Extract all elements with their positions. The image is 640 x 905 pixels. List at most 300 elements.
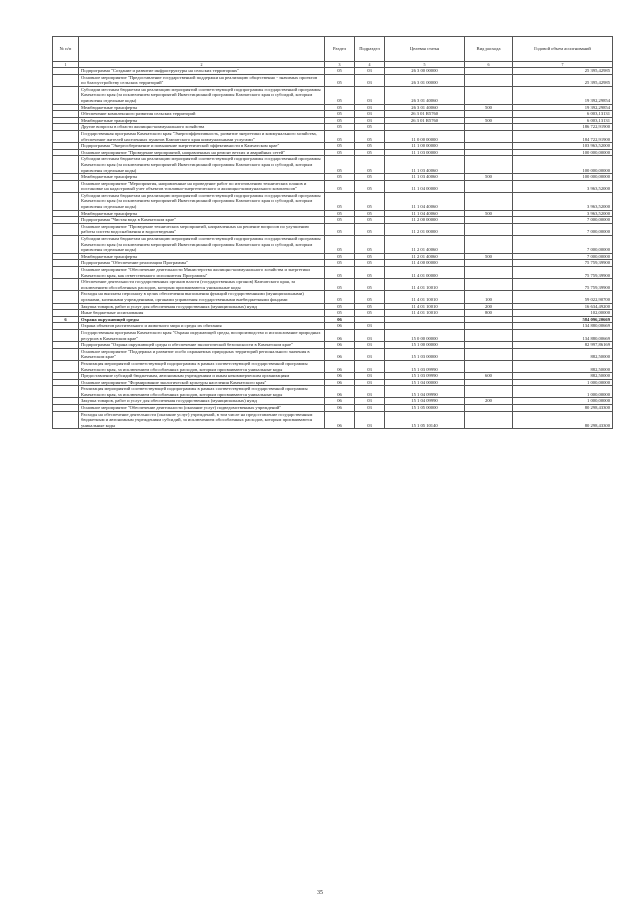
cell-t: 11 4 01 10010: [385, 279, 465, 291]
cell-s: 25 395,42985: [513, 74, 613, 86]
cell-t: 11 4 01 10010: [385, 291, 465, 303]
cell-v: [465, 223, 513, 235]
table-body: [53, 68, 613, 429]
cell-v: [465, 316, 513, 323]
cell-v: [465, 156, 513, 174]
cell-name: Государственная программа Камчатского края "Энергоэффективность, развитие энергетики и коммунального хозяйства, обеспечение жителей населенных пунктов Камчатского края коммунальными услугами": [79, 130, 325, 142]
cell-p: 05: [355, 291, 385, 303]
cell-v: 500: [465, 253, 513, 260]
cell-t: 26 3 01 R5760: [385, 117, 465, 124]
cell-v: 100: [465, 291, 513, 303]
table-row: [53, 124, 613, 131]
cell-num: [53, 156, 79, 174]
table-row: [53, 310, 613, 317]
cell-t: 26 3 01 00000: [385, 74, 465, 86]
cell-p: 05: [355, 174, 385, 181]
table-row: [53, 104, 613, 111]
index-cell: 1: [53, 62, 79, 68]
cell-s: 25 395,42985: [513, 68, 613, 75]
cell-num: [53, 398, 79, 405]
cell-v: 500: [465, 104, 513, 111]
cell-v: [465, 130, 513, 142]
cell-s: 6 003,13131: [513, 111, 613, 118]
cell-r: 06: [325, 386, 355, 398]
table-row: [53, 360, 613, 372]
table-row: [53, 68, 613, 75]
cell-p: [355, 316, 385, 323]
cell-num: [53, 180, 79, 192]
cell-p: 05: [355, 124, 385, 131]
cell-s: 7 000,00000: [513, 253, 613, 260]
header-target: Целевая статья: [385, 37, 465, 62]
cell-s: 100 000,00000: [513, 174, 613, 181]
cell-t: 11 2 01 40060: [385, 236, 465, 254]
cell-v: [465, 111, 513, 118]
cell-p: 05: [355, 156, 385, 174]
cell-s: 103 963,52000: [513, 143, 613, 150]
table-row: [53, 373, 613, 380]
cell-v: [465, 86, 513, 104]
cell-v: 800: [465, 310, 513, 317]
cell-p: 03: [355, 86, 385, 104]
cell-t: 15 1 00 00000: [385, 342, 465, 349]
cell-s: 134 880,00669: [513, 323, 613, 330]
cell-num: [53, 342, 79, 349]
cell-r: 05: [325, 156, 355, 174]
cell-name: Основное мероприятие "Обеспечение деятельности (оказание услуг) подведомственных учреждений": [79, 405, 325, 412]
cell-s: 3 963,52000: [513, 192, 613, 210]
table-row: [53, 111, 613, 118]
cell-v: [465, 192, 513, 210]
cell-v: [465, 342, 513, 349]
cell-num: [53, 111, 79, 118]
cell-p: 05: [355, 253, 385, 260]
cell-name: Межбюджетные трансферты: [79, 174, 325, 181]
table-row: [53, 192, 613, 210]
cell-v: [465, 405, 513, 412]
cell-s: 186 722,91900: [513, 124, 613, 131]
cell-p: 05: [355, 149, 385, 156]
cell-s: 75 759,39900: [513, 279, 613, 291]
cell-t: 15 1 03 09990: [385, 360, 465, 372]
cell-num: [53, 379, 79, 386]
cell-s: 19 392,29854: [513, 86, 613, 104]
cell-num: [53, 411, 79, 429]
cell-name: Субсидии местным бюджетам на реализацию мероприятий соответствующей подпрограммы государственной программы Камчатского края (за исключением мероприятий Инвестиционной программы Камчатского края и субсидий, которым присвоены отдельные коды): [79, 156, 325, 174]
cell-s: 6 003,13131: [513, 117, 613, 124]
cell-num: [53, 68, 79, 75]
cell-p: 03: [355, 405, 385, 412]
cell-r: 06: [325, 323, 355, 330]
cell-num: [53, 348, 79, 360]
cell-num: [53, 323, 79, 330]
cell-r: 06: [325, 411, 355, 429]
cell-t: 11 2 01 00000: [385, 223, 465, 235]
cell-t: 11 2 00 00000: [385, 217, 465, 224]
cell-num: [53, 405, 79, 412]
cell-r: 05: [325, 111, 355, 118]
cell-r: 06: [325, 342, 355, 349]
cell-name: Реализация мероприятий соответствующей подпрограммы в рамках соответствующей государственной программы Камчатского края, за исключением обособленных расходов, которым присваиваются уникальные коды: [79, 360, 325, 372]
cell-s: 19 392,29854: [513, 104, 613, 111]
cell-s: 184 722,91900: [513, 130, 613, 142]
cell-v: [465, 217, 513, 224]
cell-num: [53, 192, 79, 210]
cell-t: 15 0 00 00000: [385, 329, 465, 341]
cell-r: 06: [325, 316, 355, 323]
cell-v: [465, 379, 513, 386]
table-row: [53, 253, 613, 260]
cell-r: 05: [325, 86, 355, 104]
cell-num: [53, 174, 79, 181]
cell-name: Предоставление субсидий бюджетным, автономным учреждениям и иным некоммерческим организациям: [79, 373, 325, 380]
table-row: [53, 386, 613, 398]
cell-name: Субсидии местным бюджетам на реализацию мероприятий соответствующей подпрограммы государственной программы Камчатского края (за исключением мероприятий Инвестиционной программы Камчатского края и субсидий, которым присвоены отдельные коды): [79, 86, 325, 104]
cell-num: [53, 253, 79, 260]
table-row: [53, 180, 613, 192]
cell-t: 11 4 01 10010: [385, 310, 465, 317]
cell-t: 11 4 01 10010: [385, 303, 465, 310]
cell-name: Реализация мероприятий соответствующей подпрограммы в рамках соответствующей государственной программы Камчатского края, за исключением обособленных расходов, которым присваиваются уникальные коды: [79, 386, 325, 398]
table-row: [53, 86, 613, 104]
cell-t: 26 3 01 R5760: [385, 111, 465, 118]
cell-s: 80 298,43300: [513, 405, 613, 412]
index-cell: 3: [325, 62, 355, 68]
cell-v: [465, 143, 513, 150]
cell-s: 75 759,39900: [513, 267, 613, 279]
cell-num: [53, 310, 79, 317]
budget-table: [52, 36, 613, 429]
cell-p: 03: [355, 74, 385, 86]
cell-r: 05: [325, 124, 355, 131]
cell-t: 15 1 05 10140: [385, 411, 465, 429]
cell-r: 05: [325, 180, 355, 192]
table-row: [53, 329, 613, 341]
cell-name: Основное мероприятие "Проведение мероприятий, направленных на ремонт ветхих и аварийных сетей": [79, 149, 325, 156]
cell-p: 05: [355, 223, 385, 235]
cell-name: Охрана объектов растительного и животного мира и среды их обитания: [79, 323, 325, 330]
cell-p: 05: [355, 192, 385, 210]
cell-r: 05: [325, 117, 355, 124]
cell-name: Обеспечение деятельности государственных органов власти (государственных органов) Камчатского края, за исключением обособленных расходов, которым присваиваются уникальные коды: [79, 279, 325, 291]
cell-s: 59 022,90700: [513, 291, 613, 303]
cell-t: 11 1 03 40060: [385, 174, 465, 181]
cell-t: 11 1 04 00000: [385, 180, 465, 192]
cell-s: 1 000,00000: [513, 379, 613, 386]
cell-name: Закупка товаров, работ и услуг для обеспечения государственных (муниципальных) нужд: [79, 398, 325, 405]
cell-s: 102,00000: [513, 310, 613, 317]
cell-p: 03: [355, 386, 385, 398]
cell-t: 11 4 01 00000: [385, 267, 465, 279]
cell-name: Охрана окружающей среды: [79, 316, 325, 323]
table-row: [53, 260, 613, 267]
cell-r: 05: [325, 223, 355, 235]
cell-r: 05: [325, 130, 355, 142]
cell-v: [465, 124, 513, 131]
cell-s: 882,50000: [513, 373, 613, 380]
cell-r: 05: [325, 210, 355, 217]
cell-t: 11 1 00 00000: [385, 143, 465, 150]
cell-p: 05: [355, 260, 385, 267]
cell-s: 7 000,00000: [513, 217, 613, 224]
table-row: [53, 223, 613, 235]
index-cell: 4: [355, 62, 385, 68]
cell-v: [465, 236, 513, 254]
cell-v: [465, 279, 513, 291]
cell-v: [465, 360, 513, 372]
cell-t: 15 1 04 09990: [385, 386, 465, 398]
cell-t: 15 1 04 09990: [385, 398, 465, 405]
cell-t: 11 1 04 40060: [385, 210, 465, 217]
table-row: [53, 267, 613, 279]
cell-p: 03: [355, 68, 385, 75]
cell-num: [53, 329, 79, 341]
cell-num: [53, 149, 79, 156]
cell-r: 05: [325, 260, 355, 267]
cell-p: 03: [355, 342, 385, 349]
cell-num: [53, 236, 79, 254]
cell-num: [53, 386, 79, 398]
cell-name: Иные бюджетные ассигнования: [79, 310, 325, 317]
cell-p: 03: [355, 329, 385, 341]
header-podrazdel: Подраздел: [355, 37, 385, 62]
cell-v: 200: [465, 398, 513, 405]
cell-t: 15 1 05 00000: [385, 405, 465, 412]
cell-num: [53, 74, 79, 86]
table-row: [53, 236, 613, 254]
cell-name: Государственная программа Камчатского края "Охрана окружающей среды, воспроизводство и использование природных ресурсов в Камчатском крае": [79, 329, 325, 341]
cell-r: 05: [325, 68, 355, 75]
cell-name: Обеспечение комплексного развития сельских территорий: [79, 111, 325, 118]
table-row: [53, 342, 613, 349]
index-cell: 5: [385, 62, 465, 68]
cell-name: Другие вопросы в области жилищно-коммунального хозяйства: [79, 124, 325, 131]
index-cell: 6: [465, 62, 513, 68]
cell-num: [53, 117, 79, 124]
cell-t: [385, 323, 465, 330]
cell-v: [465, 411, 513, 429]
table-row: [53, 210, 613, 217]
cell-p: 05: [355, 310, 385, 317]
cell-p: 03: [355, 111, 385, 118]
cell-name: Расходы на выплаты персоналу в целях обеспечения выполнения функций государственными (муниципальными) органами, казенными учреждениями, органами управления государственными внебюджетными фондами: [79, 291, 325, 303]
cell-num: [53, 124, 79, 131]
cell-v: [465, 267, 513, 279]
cell-p: 05: [355, 217, 385, 224]
cell-p: 05: [355, 303, 385, 310]
cell-r: 06: [325, 398, 355, 405]
table-row: [53, 174, 613, 181]
cell-p: 03: [355, 323, 385, 330]
cell-t: 11 1 04 40060: [385, 192, 465, 210]
cell-name: Подпрограмма "Охрана окружающей среды и обеспечение экологической безопасности в Камчатском крае": [79, 342, 325, 349]
cell-s: 100 000,00000: [513, 149, 613, 156]
cell-p: 05: [355, 210, 385, 217]
cell-num: [53, 130, 79, 142]
cell-t: 26 3 00 00000: [385, 68, 465, 75]
table-row: [53, 149, 613, 156]
cell-r: 05: [325, 236, 355, 254]
cell-r: 05: [325, 279, 355, 291]
table-row: [53, 398, 613, 405]
cell-name: Основное мероприятие "Формирование экологической культуры населения Камчатского края": [79, 379, 325, 386]
cell-num: [53, 223, 79, 235]
cell-name: Подпрограмма "Чистая вода в Камчатском крае": [79, 217, 325, 224]
cell-name: Межбюджетные трансферты: [79, 253, 325, 260]
cell-num: [53, 360, 79, 372]
cell-s: 80 298,43300: [513, 411, 613, 429]
cell-p: 03: [355, 373, 385, 380]
cell-name: Подпрограмма "Энергосбережение и повышение энергетической эффективности в Камчатском крае": [79, 143, 325, 150]
cell-r: 05: [325, 217, 355, 224]
document-page: [52, 36, 612, 429]
cell-p: 05: [355, 267, 385, 279]
cell-r: 05: [325, 267, 355, 279]
table-row: [53, 348, 613, 360]
table-row: [53, 323, 613, 330]
cell-r: 05: [325, 192, 355, 210]
cell-r: 05: [325, 149, 355, 156]
cell-name: Основное мероприятие "Мероприятия, направленные на проведение работ по изготовлению технических планов и постановке на кадастровый учет объектов топливно-энергетического и жилищно-коммунального комплексов": [79, 180, 325, 192]
header-vid: Вид расхода: [465, 37, 513, 62]
cell-v: [465, 74, 513, 86]
cell-name: Межбюджетные трансферты: [79, 210, 325, 217]
cell-v: 600: [465, 373, 513, 380]
cell-p: 03: [355, 348, 385, 360]
cell-name: Основное мероприятие "Проведение технических мероприятий, направленных на решение вопросов по улучшению работы систем водоснабжения и водоотведения": [79, 223, 325, 235]
cell-s: 1 000,00000: [513, 398, 613, 405]
cell-p: 03: [355, 411, 385, 429]
header-row: [53, 37, 613, 62]
cell-t: 11 0 00 00000: [385, 130, 465, 142]
index-cell: 2: [79, 62, 325, 68]
cell-num: [53, 303, 79, 310]
cell-v: 200: [465, 303, 513, 310]
cell-v: [465, 149, 513, 156]
cell-p: 05: [355, 180, 385, 192]
table-row: [53, 291, 613, 303]
cell-name: Подпрограмма "Обеспечение реализации Программы": [79, 260, 325, 267]
cell-p: 03: [355, 379, 385, 386]
cell-num: [53, 143, 79, 150]
cell-v: [465, 260, 513, 267]
cell-num: [53, 279, 79, 291]
cell-name: Субсидии местным бюджетам на реализацию мероприятий соответствующей подпрограммы государственной программы Камчатского края (за исключением мероприятий Инвестиционной программы Камчатского края и субсидий, которым присвоены отдельные коды): [79, 236, 325, 254]
cell-t: 11 1 03 40060: [385, 156, 465, 174]
cell-p: 03: [355, 117, 385, 124]
cell-t: 15 1 04 00000: [385, 379, 465, 386]
cell-r: 06: [325, 348, 355, 360]
header-razdel: Раздел: [325, 37, 355, 62]
cell-v: [465, 180, 513, 192]
table-row: [53, 379, 613, 386]
header-num: № п/п: [53, 37, 79, 62]
table-row: [53, 303, 613, 310]
cell-name: Субсидии местным бюджетам на реализацию мероприятий соответствующей подпрограммы государственной программы Камчатского края (за исключением мероприятий Инвестиционной программы Камчатского края и субсидий, которым присвоены отдельные коды): [79, 192, 325, 210]
cell-s: 16 634,49200: [513, 303, 613, 310]
cell-r: 05: [325, 143, 355, 150]
cell-r: 06: [325, 329, 355, 341]
cell-p: 05: [355, 279, 385, 291]
cell-num: [53, 217, 79, 224]
cell-t: 26 3 01 40060: [385, 104, 465, 111]
cell-v: [465, 323, 513, 330]
cell-num: [53, 373, 79, 380]
cell-t: 26 3 01 40060: [385, 86, 465, 104]
cell-name: Межбюджетные трансферты: [79, 104, 325, 111]
page-number: 35: [317, 890, 323, 896]
cell-s: 134 880,00669: [513, 329, 613, 341]
cell-num: 6: [53, 316, 79, 323]
cell-v: [465, 329, 513, 341]
cell-s: 100 000,00000: [513, 156, 613, 174]
cell-s: 3 963,52000: [513, 210, 613, 217]
cell-p: 05: [355, 130, 385, 142]
header-name: [79, 37, 325, 62]
table-row: [53, 405, 613, 412]
cell-r: 05: [325, 253, 355, 260]
cell-p: 03: [355, 398, 385, 405]
cell-r: 06: [325, 360, 355, 372]
cell-r: 05: [325, 291, 355, 303]
cell-t: 15 1 03 00000: [385, 348, 465, 360]
cell-r: 05: [325, 174, 355, 181]
cell-num: [53, 104, 79, 111]
table-row: [53, 143, 613, 150]
cell-v: [465, 348, 513, 360]
header-sum: Годовой объем ассигнований: [513, 37, 613, 62]
cell-s: 584 096,20669: [513, 316, 613, 323]
cell-name: Межбюджетные трансферты: [79, 117, 325, 124]
cell-v: 500: [465, 210, 513, 217]
index-cell: 7: [513, 62, 613, 68]
cell-r: 06: [325, 373, 355, 380]
cell-v: 500: [465, 174, 513, 181]
cell-t: 11 4 00 00000: [385, 260, 465, 267]
cell-t: 15 1 03 09990: [385, 373, 465, 380]
cell-s: 3 963,52000: [513, 180, 613, 192]
cell-num: [53, 210, 79, 217]
cell-name: Основное мероприятие "Предоставление государственной поддержки на реализацию общественно - значимых проектов по благоустройству сельских территорий": [79, 74, 325, 86]
cell-num: [53, 291, 79, 303]
cell-r: 05: [325, 104, 355, 111]
cell-t: [385, 316, 465, 323]
cell-num: [53, 260, 79, 267]
cell-name: Основное мероприятие "Поддержка и развитие особо охраняемых природных территорий регионального значения в Камчатском крае": [79, 348, 325, 360]
table-row: [53, 74, 613, 86]
cell-name: Расходы на обеспечение деятельности (оказание услуг) учреждений, в том числе на предоставление государственным бюджетным и автономным учреждениям субсидий, за исключением обособленных расходов, которым присваиваются уникальные коды: [79, 411, 325, 429]
cell-v: [465, 386, 513, 398]
cell-name: Подпрограмма "Создание и развитие инфраструктуры на сельских территориях": [79, 68, 325, 75]
cell-r: 06: [325, 405, 355, 412]
table-row: [53, 156, 613, 174]
table-row: [53, 130, 613, 142]
cell-r: 06: [325, 379, 355, 386]
cell-t: [385, 124, 465, 131]
cell-num: [53, 267, 79, 279]
cell-p: 05: [355, 236, 385, 254]
cell-s: 882,50000: [513, 348, 613, 360]
cell-r: 05: [325, 303, 355, 310]
table-row: [53, 316, 613, 323]
cell-p: 03: [355, 360, 385, 372]
table-row: [53, 411, 613, 429]
cell-s: 82 997,86169: [513, 342, 613, 349]
cell-r: 05: [325, 310, 355, 317]
cell-t: 11 1 03 00000: [385, 149, 465, 156]
table-row: [53, 217, 613, 224]
cell-v: 500: [465, 117, 513, 124]
